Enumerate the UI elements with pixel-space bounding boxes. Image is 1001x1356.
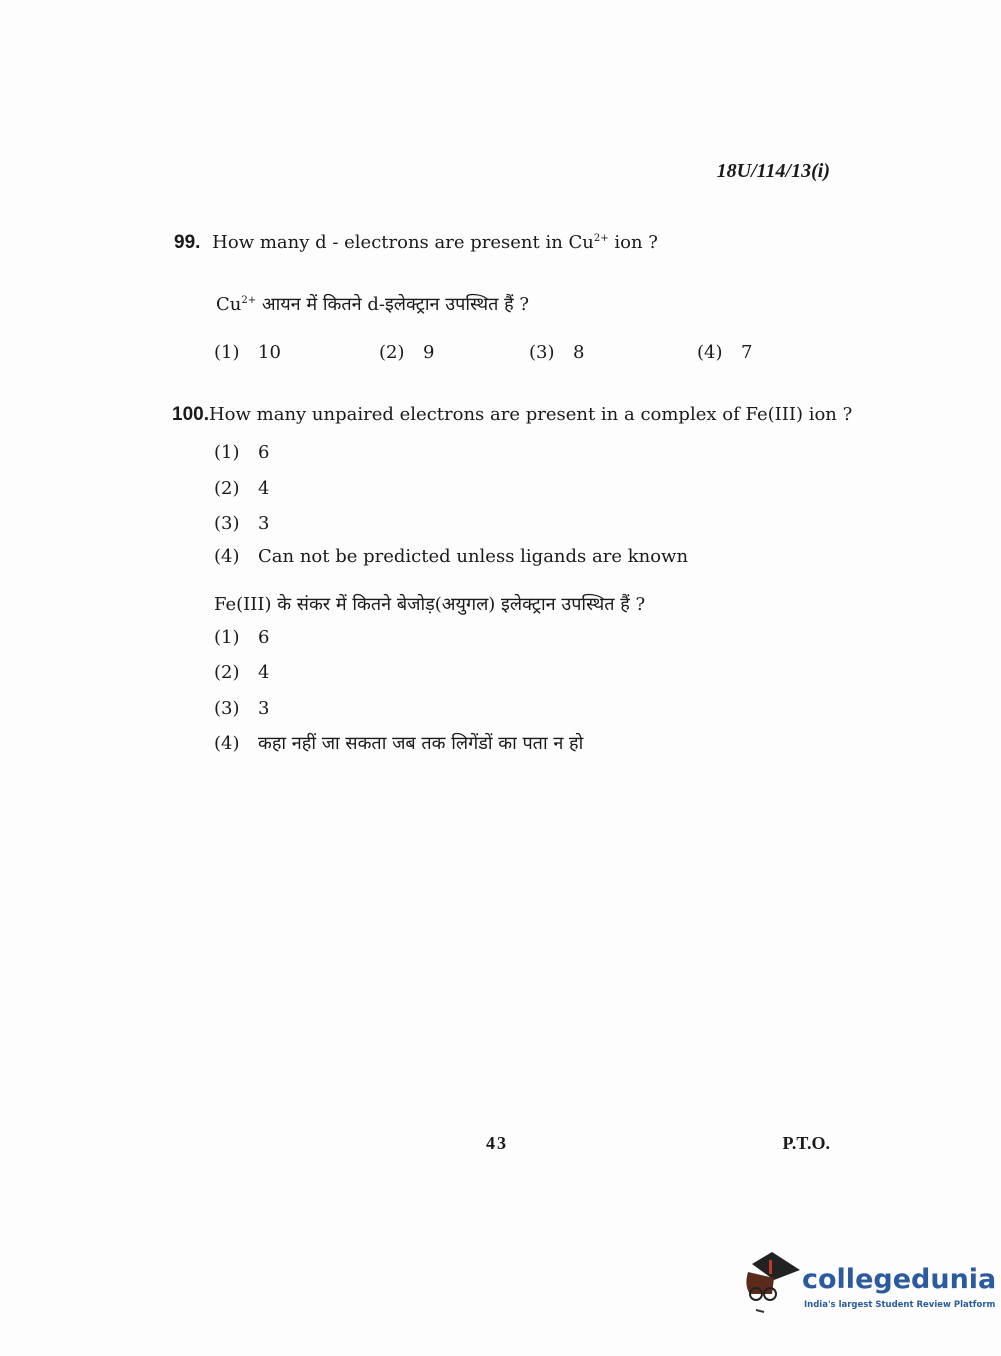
pto-label: P.T.O. xyxy=(782,1133,830,1153)
option: (1) 6 xyxy=(214,442,270,463)
option: (2) 9 xyxy=(379,342,435,363)
page-number: 43 xyxy=(486,1133,508,1153)
question-100 xyxy=(172,404,852,426)
option: (2) 4 xyxy=(214,478,270,499)
option: (2) 4 xyxy=(214,662,270,683)
question-100-text-hi: Fe(III) के संकर में कितने बेजोड़(अयुगल) इलेक्ट्रान उपस्थित हैं ? xyxy=(214,594,646,615)
option: (3) 8 xyxy=(529,342,585,363)
question-number: 99. xyxy=(174,232,201,253)
mascot-logo-icon xyxy=(742,1250,802,1316)
option: (4) कहा नहीं जा सकता जब तक लिगेंडों का पता न हो xyxy=(214,733,584,754)
collegedunia-watermark: collegedunia India's largest Student Review Platform xyxy=(742,1250,972,1320)
paper-code: 18U/114/13(i) xyxy=(716,160,830,182)
option: (3) 3 xyxy=(214,698,270,719)
question-number: 100. xyxy=(172,404,209,425)
question-99 xyxy=(174,232,658,254)
option: (4) 7 xyxy=(697,342,753,363)
question-text-en: How many unpaired electrons are present in a complex of Fe(III) ion ? xyxy=(208,404,853,425)
option: (1) 6 xyxy=(214,627,270,648)
question-text-en: How many d - electrons are present in $Cu^{2+}$ ion ? xyxy=(212,232,658,253)
option: (4) Can not be predicted unless ligands are known xyxy=(214,546,689,567)
option: (1) 10 xyxy=(214,342,281,363)
option: (3) 3 xyxy=(214,513,270,534)
question-99-text-hi: $Cu^{2+}$ आयन में कितने d-इलेक्ट्रान उपस्थित हैं ? xyxy=(216,294,530,315)
